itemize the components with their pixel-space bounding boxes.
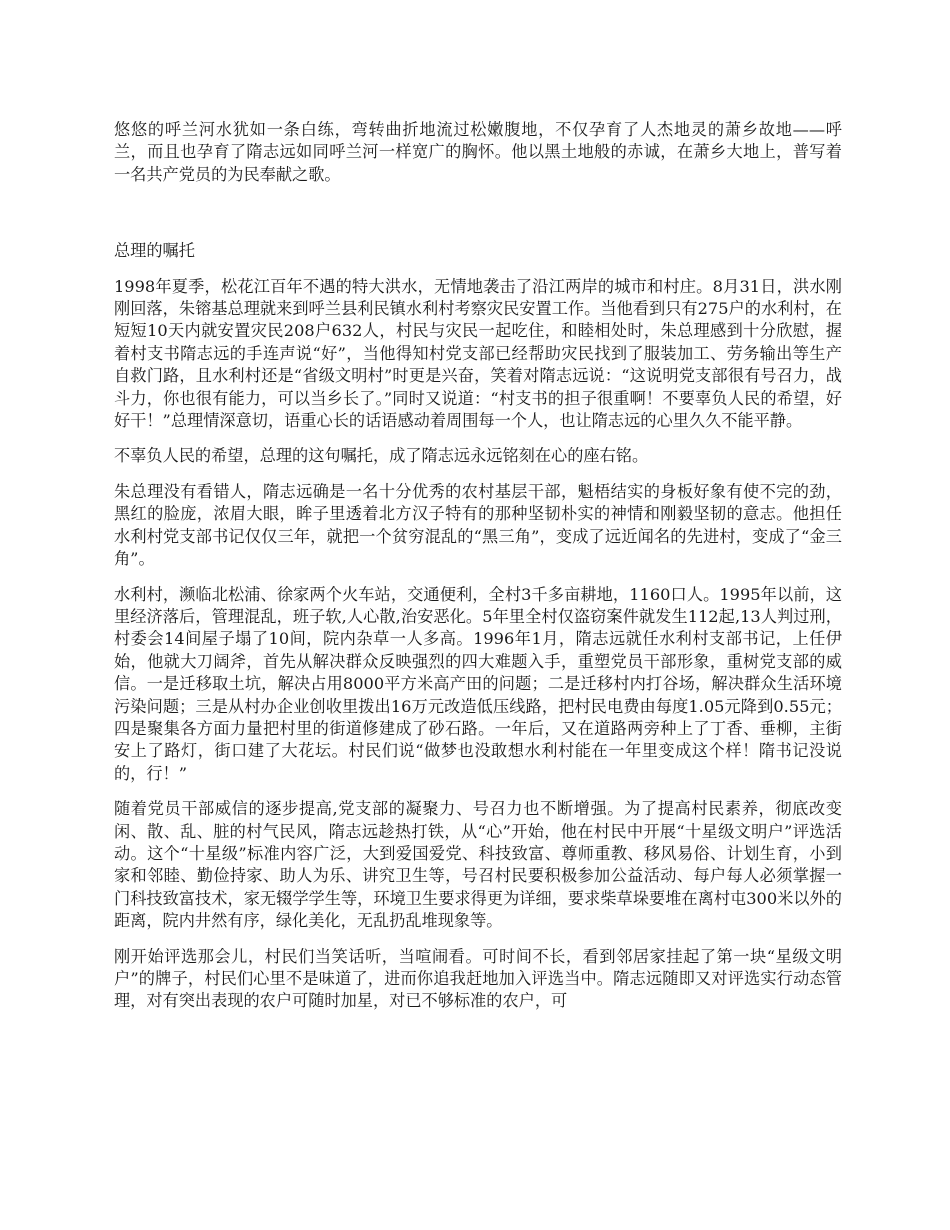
body-paragraph: 水利村，濒临北松浦、徐家两个火车站，交通便利，全村3千多亩耕地，1160口人。1995年以前，这里经济落后，管理混乱，班子软,人心散,治安恶化。5年里全村仅盗窃案件就发生112起,13人判过刑，村委会14间屋子塌了10间，院内杂草一人多高。1996年1月，隋志远就任水利村支部书记，上任伊始，他就大刀阔斧，首先从解决群众反映强烈的四大难题入手，重塑党员干部形象，重树党支部的威信。一是迁移取土坑，解决占用8000平方米高产田的问题；二是迁移村内打谷场，解决群众生活环境污染问题；三是从村办企业创收里拨出16万元改造低压线路，把村民电费由每度1.05元降到0.55元；四是聚集各方面力量把村里的街道修建成了砂石路。一年后，又在道路两旁种上了丁香、垂柳，主街安上了路灯，街口建了大花坛。村民们说“做梦也没敢想水利村能在一年里变成这个样！隋书记没说的，行！”: [114, 584, 842, 783]
body-paragraph: 1998年夏季，松花江百年不遇的特大洪水，无情地袭击了沿江两岸的城市和村庄。8月31日，洪水刚刚回落，朱镕基总理就来到呼兰县利民镇水利村考察灾民安置工作。当他看到只有275户的水利村，在短短10天内就安置灾民208户632人，村民与灾民一起吃住，和睦相处时，朱总理感到十分欣慰，握着村支书隋志远的手连声说“好”，当他得知村党支部已经帮助灾民找到了服装加工、劳务输出等生产自救门路，且水利村还是“省级文明村”时更是兴奋，笑着对隋志远说：“这说明党支部很有号召力，战斗力，你也很有能力，可以当乡长了。”同时又说道：“村支书的担子很重啊！不要辜负人民的希望，好好干！”总理情深意切，语重心长的话语感动着周围每一个人，也让隋志远的心里久久不能平静。: [114, 276, 842, 431]
body-paragraph: 随着党员干部威信的逐步提高,党支部的凝聚力、号召力也不断增强。为了提高村民素养，彻底改变闲、散、乱、脏的村气民风，隋志远趁热打铁，从“心”开始，他在村民中开展“十星级文明户”评选活动。这个“十星级”标准内容广泛，大到爱国爱党、科技致富、尊师重教、移风易俗、计划生育，小到家和邻睦、勤俭持家、助人为乐、讲究卫生等，号召村民要积极参加公益活动、每户每人必须掌握一门科技致富技术，家无辍学学生等，环境卫生要求得更为详细，要求柴草垛要堆在离村屯300米以外的距离，院内井然有序，绿化美化，无乱扔乱堆现象等。: [114, 799, 842, 931]
intro-paragraph: 悠悠的呼兰河水犹如一条白练，弯转曲折地流过松嫩腹地，不仅孕育了人杰地灵的萧乡故地——呼兰，而且也孕育了隋志远如同呼兰河一样宽广的胸怀。他以黑土地般的赤诚，在萧乡大地上，普写着一名共产党员的为民奉献之歌。: [114, 120, 842, 184]
body-paragraph: 不辜负人民的希望，总理的这句嘱托，成了隋志远永远铭刻在心的座右铭。: [114, 446, 649, 466]
document-page: [114, 119, 842, 1026]
body-paragraph: 朱总理没有看错人，隋志远确是一名十分优秀的农村基层干部，魁梧结实的身板好象有使不完的劲，黑红的脸庞，浓眉大眼，眸子里透着北方汉子特有的那种坚韧朴实的神情和刚毅坚韧的意志。他担任水利村党支部书记仅仅三年，就把一个贫穷混乱的“黑三角”，变成了远近闻名的先进村，变成了“金三角”。: [114, 481, 842, 569]
body-paragraph: 刚开始评选那会儿，村民们当笑话听，当喧闹看。可时间不长，看到邻居家挂起了第一块“星级文明户”的牌子，村民们心里不是味道了，进而你追我赶地加入评选当中。隋志远随即又对评选实行动态管理，对有突出表现的农户可随时加星，对已不够标准的农户，可: [114, 946, 842, 1011]
section-heading: 总理的嘱托: [114, 241, 195, 261]
